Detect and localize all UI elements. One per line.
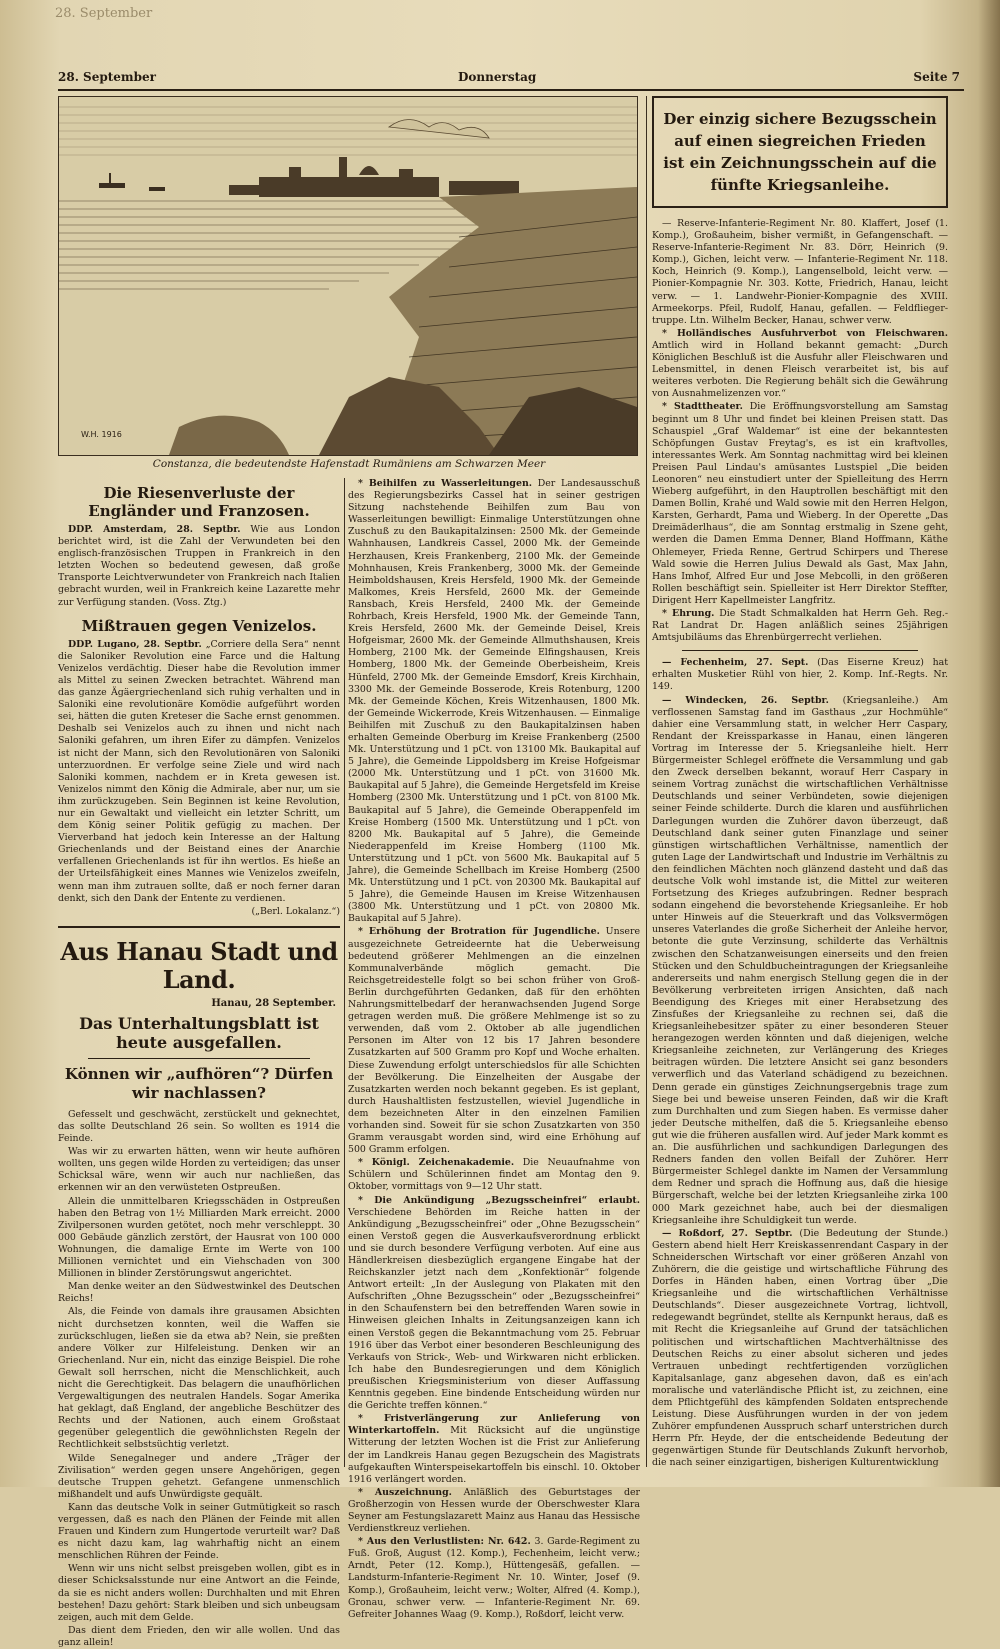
local-dateline: Hanau, 28 September.: [211, 997, 336, 1009]
bleed-through-text: 28. September: [55, 6, 153, 21]
header-weekday: Donnerstag: [458, 70, 537, 84]
local-section-title: Aus Hanau Stadt und Land.: [60, 936, 338, 994]
news-item: [652, 328, 948, 401]
news-item-text: Die Stadt Schmalkalden hat Herrn Geh. Reg.-Rat Landrat Dr. Hagen anläßlich seines 25jährigen Amtsjubiläums das Ehrenbürgerrecht verliehen.: [652, 608, 948, 644]
column-rule: [646, 96, 647, 1467]
news-item-lead: * Fristverlängerung zur Anlieferung von Winterkartoffeln.: [348, 1413, 640, 1437]
news-item: [652, 695, 948, 1227]
essay-paragraph: Kann das deutsche Volk in seiner Gutmütigkeit so rasch vergessen, daß es nach den Plänen der Feinde mit allen Frauen und Kindern zum Hungertode verurteilt war? Daß es nicht dazu kam, lag wahrhaftig nicht an einem menschlichen Rühren der Feinde.: [58, 1501, 340, 1562]
middle-column: [348, 478, 641, 1620]
news-item-text: Unsere ausgezeichnete Getreideernte hat die Ueberweisung bedeutend größerer Mehlmengen an die einzelnen Kommunalverbände möglich gemacht. Die Reichsgetreidestelle folgt so bei schon früher von Groß-Berlin durchgeführten Gedanken, daß für den erhöhten Nahrungsmittelbedarf der heranwachsenden Jugend Sorge getragen werden muß. Die größere Mehlmenge ist so zu verwenden, daß vom 2. Oktober ab alle jugendlichen Personen im Alter von 12 bis 17 Jahren besondere Zusatzkarten auf 500 Gramm pro Kopf und Woche erhalten. Diese Zuwendung erfolgt unterschiedslos für alle Schichten der Bevölkerung. Die Einzelheiten der Ausgabe der Zusatzkarten werden noch bekannt gegeben. Es ist geplant, durch Haushaltlisten festzustellen, wieviel Jugendliche in dem bezeichneten Alter in den einzelnen Familien vorhanden sind. Soweit für sie schon Zusatzkarten von 350 Gramm verausgabt worden sind, wird eine Erhöhung auf 500 Gramm erfolgen.: [348, 926, 640, 1156]
news-item-lead: * Aus den Verlustlisten: Nr. 642.: [358, 1536, 531, 1548]
essay-paragraph: Das dient dem Frieden, den wir alle wollen. Und das ganz allein!: [58, 1624, 340, 1648]
essay-paragraph: Wilde Senegalneger und andere „Träger der Zivilisation“ werden gegen unsere Angehörigen, gegen deutsche Truppen gehetzt. Gefangene unmenschlich mißhandelt und aufs Unwürdigste gequält.: [58, 1452, 340, 1500]
news-item-text: Die Neuaufnahme von Schülern und Schülerinnen findet am Montag den 9. Oktober, vormittags von 9—12 Uhr statt.: [348, 1157, 641, 1193]
news-item-text: (Das Eiserne Kreuz) hat erhalten Musketier Rühl von hier, 2. Komp. Inf.-Regts. Nr. 149.: [652, 657, 948, 693]
essay-paragraph: Gefesselt und geschwächt, zerstückelt und geknechtet, das sollte Deutschland 26 sein. So wollten es 1914 die Feinde.: [58, 1108, 340, 1145]
news-item: [348, 1487, 640, 1535]
header-date: 28. September: [58, 70, 156, 84]
section-rule: [58, 926, 340, 928]
header-page-number: Seite 7: [913, 70, 960, 84]
news-item: [652, 608, 948, 644]
news-item: [348, 1157, 640, 1193]
news-item: [348, 478, 640, 925]
news-item-lead: * Beihilfen zu Wasserleitungen.: [358, 478, 533, 489]
article2-body: [58, 639, 340, 905]
harbor-engraving-icon: [58, 96, 638, 456]
article1-lead: DDP. Amsterdam, 28. Septbr.: [68, 524, 241, 535]
article2-text: „Corriere della Sera“ nennt die Saloniker Revolution eine Farce und die Haltung Venizelos verdächtig. Dieser habe die Revolution immer als Mittel zu seinen Zwecken betrachtet. Während man das ganze Ägäergriechenland sich ruhig verhalten und in Saloniki eine revolutionäre Komödie aufgeführt worden sei, hätten die guten Kreteser die Sache ernst genommen. Deshalb sei Venizelos auch zu ihnen und nicht nach Saloniki gefahren, um ihren Eifer zu dämpfen. Venizelos ist nicht der Mann, sich den Revolutionären von Saloniki unterzuordnen. Er verfolge seine Ziele und wird nach Saloniki kommen, nachdem er in Kreta gewesen ist. Venizelos nimmt den König die Admirale, aber nur, um sie ihm zurückzugeben. Sein Beginnen ist keine Revolution, nur ein Gewaltakt und vielleicht ein letzter Schritt, um dem König seiner Politik gefügig zu machen. Der Vierverband hat jedoch kein Interesse an der Haltung Griechenlands und der Beistand eines der Anarchie verfallenen Griechenlands ist für ihn wertlos. Es hieße an der Urteilsfähigkeit eines Mannes wie Venizelos zweifeln, wenn man ihm zutrauen sollte, daß er noch ferner daran denkt, sich den Dank der Entente zu verdienen.: [58, 638, 340, 904]
news-item-lead: * Ehrung.: [662, 608, 715, 619]
essay-paragraph: Man denke weiter an den Südwestwinkel des Deutschen Reichs!: [58, 1281, 340, 1305]
news-item: [348, 1195, 640, 1413]
divider: [682, 650, 918, 651]
right-column: [652, 96, 948, 1467]
column-rule: [344, 478, 345, 1467]
news-item-lead: — Roßdorf, 27. Septbr.: [662, 1227, 793, 1239]
war-bond-ad: Der einzig sichere Bezugsschein auf einen siegreichen Frieden ist ein Zeichnungsschein auf die fünfte Kriegsanleihe.: [652, 96, 948, 208]
news-item-text: (Die Bedeutung der Stunde.) Gestern abend hielt Herr Kreiskassenrendant Caspary in der Schneiderschen Wirtschaft vor einer größeren Anzahl von Zuhörern, die die geistige und wirtschaftliche Führung des Dorfes in Händen haben, einen Vortrag über „Die Kriegsanleihe und die wirtschaftlichen Verhältnisse Deutschlands“. Dieser ausgezeichnete Vortrag, lichtvoll, redegewandt begründet, stellte als Kernpunkt heraus, daß es mit Recht die Kriegsanleihe auf Grund der tatsächlichen politischen und wirtschaftlichen Machtverhältnisse des Deutschen Reichs zu einer absolut sicheren und jedes Vertrauen unbedingt rechtfertigenden vorzüglichen Kapitalsanlage, ganz abgesehen davon, daß es ein'ach moralische und vaterländische Pflicht ist, zu zeichnen, eine dem Pflichtgefühl des kämpfenden Soldaten entsprechende Leistung. Diese Ausführungen wurden in der von jedem Zuhörer empfundenen Ausspruch scharf unterstrichen durch Herrn Pfr. Heyde, der die entscheidende Bedeutung der gegenwärtigen Stunde für Deutschlands Zukunft hervorhob, die nach seiner einzigartigen, bisherigen Kulturentwicklung: [652, 1227, 949, 1469]
essay-paragraph: Als, die Feinde von damals ihre grausamen Absichten nicht durchsetzen konnten, weil die Waffen sie zurückschlugen, ließen sie da etwa ab? Nein, sie preßten andere Völker zur Hilfeleistung. Denken wir an Griechenland. Nur ein, nicht das einzige Beispiel. Die rohe Gewalt soll herrschen, nicht die Menschlichkeit, auch nicht die Gerechtigkeit. Das belagern die unaufhörlichen Vergewaltigungen des neutralen Handels. Sogar Amerika hat geklagt, daß England, der angebliche Beschützer des Rechts und der Nationen, auch einem Großstaat gegenüber gelegentlich die gewöhnlichsten Regeln der Rechtlichkeit selbstsüchtig verletzt.: [58, 1306, 340, 1451]
news-item-lead: — Windecken, 26. Septbr.: [662, 694, 829, 706]
divider: [88, 1058, 310, 1059]
news-item: [652, 657, 948, 693]
essay-paragraph: Was wir zu erwarten hätten, wenn wir heute aufhören wollten, uns gegen wilde Horden zu verteidigen; das unser Schicksal wäre, wenn wir auch nur nachließen, das erkennen wir an den verwüsteten Ostpreußen.: [58, 1146, 340, 1194]
article1-text: Wie aus London berichtet wird, ist die Zahl der Verwundeten bei den englisch-französischen Truppen in Frankreich in den letzten Wochen so bedeutend gewesen, daß große Transporte Leichtverwundeter von Frankreich nach Italien gebracht wurden, weil in Frankreich keine Lazarette mehr zur Verfügung standen. (Voss. Ztg.): [58, 524, 340, 608]
news-item-lead: * Holländisches Ausfuhrverbot von Fleischwaren.: [662, 327, 948, 339]
news-item-lead: * Königl. Zeichenakademie.: [358, 1157, 515, 1169]
news-item-text: Verschiedene Behörden im Reiche hatten in der Ankündigung „Bezugsscheinfrei“ oder „Ohne Bezugsschein“ einen Verstoß gegen die Ausverkaufsverordnung erblickt und sie durch besondere Verfügung verboten. Auf eine aus Händlerkreisen diesbezüglich ergangene Eingabe hat der Reichskanzler jetzt nach dem „Konfektionär“ folgende Antwort erteilt: „In der Auslegung von Plakaten mit den Aufschriften „Ohne Bezugsschein“ oder „Bezugsscheinfrei“ in den Schaufenstern bei den betreffenden Waren sowie in Hinweisen gleichen Inhalts in Zeitungsanzeigen kann ich einen Verstoß gegen die Bekanntmachung vom 25. Februar 1916 über das Verbot einer besonderen Beschleunigung des Verkaufs von Strick-, Web- und Wirkwaren nicht erblicken. Ich habe den Bundesregierungen und dem Königlich preußischen Kriegsministerium von dieser Auffassung Kenntnis gegeben. Eine bindende Entscheidung würden nur die Gerichte treffen können.“: [348, 1206, 640, 1412]
article1-headline: Die Riesenverluste der Engländer und Franzosen.: [88, 484, 310, 520]
casualty-list: — Reserve-Infanterie-Regiment Nr. 80. Klaffert, Josef (1. Komp.), Großauheim, bisher vermißt, in Gefangenschaft. — Reserve-Infanterie-Regiment Nr. 83. Dörr, Heinrich (9. Komp.), Gichen, leicht verw. — Infanterie-Regiment Nr. 118. Koch, Heinrich (9. Komp.), Langenselbold, leicht verw. — Pionier-Kompagnie Nr. 303. Kotte, Friedrich, Hanau, leicht verw. — 1. Landwehr-Pionier-Kompagnie des XVIII. Armeekorps. Pfeil, Rudolf, Hanau, gefallen. — Feldflieger-truppe. Ltn. Wilhelm Becker, Hanau, schwer verw.: [652, 218, 948, 326]
news-item-text: 3. Garde-Regiment zu Fuß. Groß, August (12. Komp.), Fechenheim, leicht verw.; Arndt, Peter (12. Komp.), Hüttengesäß, gefallen. — Landsturm-Infanterie-Regiment Nr. 10. Winter, Josef (9. Komp.), Großauheim, leicht verw.; Wolter, Alfred (4. Komp.), Gronau, schwer verw. — Infanterie-Regiment Nr. 69. Gefreiter Johannes Waag (9. Komp.), Roßdorf, leicht verw.: [348, 1536, 641, 1620]
page-spine-shadow: [978, 0, 1000, 1487]
news-item: [652, 401, 948, 607]
news-item-text: Die Eröffnungsvorstellung am Samstag beginnt um 8 Uhr und findet bei kleinen Preisen statt. Das Schauspiel „Graf Waldemar“ ist eine der bekanntesten Schöpfungen Gustav Freytag's, es ist ein kraftvolles, interessantes Werk. Am Sonntag nachmittag wird bei kleinen Preisen Paul Lindau's amüsantes Lustspiel „Die beiden Leonoren“ neu einstudiert unter der Spielleitung des Herrn Wieberg aufgeführt, in den Hauptrollen beschäftigt mit den Damen Bollin, Krahé und Wald sowie mit den Herren Helgon, Karsten, Gerhardt, Pama und Wieberg. In der Operette „Das Dreimäderlhaus“, die am Sonntag erstmalig in Szene geht, werden die Damen Emma Denner, Bland Hoffmann, Käthe Ohlemeyer, Frieda Renne, Gertrud Schirpers und Therese Wald sowie die Herren Julius Dewald als Gast, Max Jahn, Hans Imhof, Alfred Eur und Jose Mebcolli, in den größeren Rollen beschäftigt sein. Spielleiter ist Herr Direktor Steffter, Dirigent Herr Kapellmeister Langfritz.: [652, 401, 948, 606]
essay-title: Können wir „aufhören“? Dürfen wir nachlassen?: [64, 1064, 334, 1102]
supplement-notice: Das Unterhaltungsblatt ist heute ausgefallen.: [79, 1013, 319, 1052]
news-item: [652, 1228, 948, 1470]
news-item-lead: * Stadttheater.: [662, 401, 743, 413]
news-item-lead: — Fechenheim, 27. Sept.: [662, 657, 809, 669]
illustration-caption: Constanza, die bedeutendste Hafenstadt Rumäniens am Schwarzen Meer: [152, 458, 546, 470]
artist-signature: W.H. 1916: [81, 430, 122, 439]
news-item: [348, 926, 640, 1156]
article2-lead: DDP. Lugano, 28. Septbr.: [68, 638, 202, 650]
news-item: [348, 1413, 640, 1486]
page-header: [58, 70, 960, 90]
news-item-text: Amtlich wird in Holland bekannt gemacht: „Durch Königlichen Beschluß ist die Ausfuhr aller Fleischwaren und Lebensmittel, in denen Fleisch verarbeitet ist, bis auf weiteres verboten. Die Regierung behält sich die Gewährung von Ausnahmelizenzen vor.“: [652, 339, 948, 400]
news-item-lead: * Die Ankündigung „Bezugsscheinfrei“ erlaubt.: [358, 1194, 640, 1206]
left-column: [58, 478, 340, 1648]
header-rule: [58, 89, 964, 91]
news-item-lead: * Erhöhung der Brotration für Jugendliche.: [358, 926, 600, 938]
illustration-block: [58, 96, 640, 478]
news-item: [348, 1536, 640, 1621]
article1-body: [58, 524, 340, 609]
essay-paragraph: Wenn wir uns nicht selbst preisgeben wollen, gibt es in dieser Schicksalsstunde nur eine Antwort an die Feinde, da sie es nicht anders wollen: Durchhalten und mit Ehren bestehen! Dazu gehört: Stark bleiben und sich unbeugsam zeigen, auch mit dem Gelde.: [58, 1563, 340, 1623]
news-item-text: Mit Rücksicht auf die ungünstige Witterung der letzten Wochen ist die Frist zur Anlieferung der im Landkreis Hanau gegen Bezugschein des Magistrats aufgekauften Winterspeisekartoffeln bis einschl. 10. Oktober 1916 verlängert worden.: [348, 1425, 640, 1485]
news-item-text: Der Landesausschuß des Regierungsbezirks Cassel hat in seiner gestrigen Sitzung nachstehende Beihilfen zum Bau von Wasserleitungen bewilligt: Einmalige Unterstützungen ohne Zuschuß zu den Baukapitalzinsen: 2500 Mk. der Gemeinde Wahnhausen, Landkreis Cassel, 2000 Mk. der Gemeinde Herzhausen, Kreis Frankenberg, 2100 Mk. der Gemeinde Mohnhausen, Kreis Frankenberg, 3000 Mk. der Gemeinde Heimboldshausen, Kreis Hersfeld, 1900 Mk. der Gemeinde Malkomes, Kreis Hersfeld, 2600 Mk. der Gemeinde Ransbach, Kreis Hersfeld, 2400 Mk. der Gemeinde Rohrbach, Kreis Hersfeld, 1900 Mk. der Gemeinde Tann, Kreis Hersfeld, 2600 Mk. der Gemeinde Deisel, Kreis Hofgeismar, 2600 Mk. der Gemeinde Allmuthshausen, Kreis Homberg, 2100 Mk. der Gemeinde Elfingshausen, Kreis Homberg, 1800 Mk. der Gemeinde Oberbeisheim, Kreis Hünfeld, 2700 Mk. der Gemeinde Emsdorf, Kreis Kirchhain, 3300 Mk. der Gemeinde Bosserode, Kreis Rotenburg, 1200 Mk. der Gemeinde Köchen, Kreis Witzenhausen, 1800 Mk. der Gemeinde Wickerrode, Kreis Witzenhausen. — Einmalige Beihilfen mit Zuschuß zu den Baukapitalzinsen haben erhalten Gemeinde Oberburg im Kreise Frankenberg (2500 Mk. Unterstützung und 1 pCt. von 13100 Mk. Baukapital auf 5 Jahre), die Gemeinde Lippoldsberg im Kreise Hofgeismar (2000 Mk. Unterstützung und 1 pCt. von 31600 Mk. Baukapital auf 5 Jahre), die Gemeinde Hergetsfeld im Kreise Homberg (2300 Mk. Unterstützung und 1 pCt. von 8100 Mk. Baukapital auf 5 Jahre), die Gemeinde Oberappenfeld im Kreise Homberg (1500 Mk. Unterstützung und 1 pCt. von 8200 Mk. Baukapital auf 5 Jahre), die Gemeinde Niederappenfeld im Kreise Homberg (1100 Mk. Unterstützung und 1 pCt. von 5600 Mk. Baukapital auf 5 Jahre), die Gemeinde Schellbach im Kreise Homberg (2500 Mk. Unterstützung und 1 pCt. von 20300 Mk. Baukapital auf 5 Jahre), die Gemeinde Hausen im Kreise Witzenhausen (3800 Mk. Unterstützung und 1 pCt. von 20800 Mk. Baukapital auf 5 Jahre).: [348, 478, 641, 925]
essay-paragraph: Allein die unmittelbaren Kriegsschäden in Ostpreußen haben den Betrag von 1½ Milliarden Mark erreicht. 2000 Zivilpersonen wurden getötet, noch mehr verschleppt. 30 000 Gebäude gänzlich zerstört, der Hausrat von 100 000 Wohnungen, die damalige Ernte im Werte von 100 Millionen vernichtet und ein Viehschaden von 300 Millionen in blinder Zerstörungswut angerichtet.: [58, 1195, 340, 1280]
article2-headline: Mißtrauen gegen Venizelos.: [81, 616, 317, 635]
news-item-text: (Kriegsanleihe.) Am verflossenen Samstag fand im Gasthaus „zur Hochmühle“ dahier eine Versammlung statt, in welcher Herr Caspary, Rendant der Kreissparkasse in Hanau, einen längeren Vortrag im Interesse der 5. Kriegsanleihe hielt. Herr Bürgermeister Schlegel eröffnete die Versammlung und gab den Zweck derselben bekannt, worauf Herr Caspary in seinem Vortrag zunächst die wirtschaftlichen Verhältnisse Deutschlands und seiner Verbündeten, sowie diejenigen seiner Feinde schilderte. Durch die klaren und ausführlichen Darlegungen wurden die Zuhörer davon überzeugt, daß Deutschland dank seiner guten Finanzlage und seiner günstigen wirtschaftlichen Verhältnisse, namentlich der guten Lage der Landwirtschaft und Industrie im Verhältnis zu den feindlichen Mächten noch glänzend dasteht und daß das deutsche Volk wohl imstande ist, die Mittel zur weiteren Fortsetzung des Krieges aufzubringen. Redner besprach sodann eingehend die bevorstehende Kriegsanleihe. Er hob unter Hinweis auf die Steuerkraft und das Volksvermögen unseres Vaterlandes die große Sicherheit der Anleihe hervor, betonte die gute Verzinsung, schilderte das Verhältnis zwischen den Schatzanweisungen einerseits und den freien Stücken und den Schuldbucheintragungen der Kriegsanleihe andererseits und nahm energisch Stellung gegen die in der Bevölkerung verbreiteten irrigen Ansichten, daß nach Beendigung des Krieges mit einer Herabsetzung des Zinsfußes der Kriegsanleihe zu rechnen sei, daß die Kriegsanleihebesitzer später zu einer besonderen Steuer herangezogen werden könnten und daß diejenigen, welche Kriegsanleihe zeichneten, zur Verlängerung des Krieges beitragen würden. Die letztere Ansicht sei ganz besonders verwerflich und das Vaterland schädigend zu bezeichnen. Denn gerade ein günstiges Zeichnungsergebnis trage zum Siege bei und beweise unseren Feinden, daß wir die Kraft zum Durchhalten und zum Siegen haben. Es vermisse daher jeder Deutsche mithelfen, daß die 5. Kriegsanleihe ebenso gut wie die früheren ausfallen wird. Auf jeder Mark kommt es an. Die ausführlichen und sachkundigen Darlegungen des Redners fanden den vollen Beifall der Zuhörer. Herr Bürgermeister Schlegel dankte im Namen der Versammlung dem Redner und sprach die Hoffnung aus, daß die hiesige Bürgerschaft, welche bei der letzten Kriegsanleihe zirka 100 000 Mark gezeichnet habe, auch bei der diesmaligen Kriegsanleihe ihre Schuldigkeit tun werde.: [652, 694, 948, 1226]
news-item-lead: * Auszeichnung.: [358, 1486, 452, 1498]
news-item-text: Anläßlich des Geburtstages der Großherzogin von Hessen wurde der Oberschwester Klara Seyner am Festungslazarett Mainz aus Hanau das Hessische Verdienstkreuz verliehen.: [348, 1486, 640, 1535]
article2-source: („Berl. Lokalanz.“): [251, 905, 340, 917]
